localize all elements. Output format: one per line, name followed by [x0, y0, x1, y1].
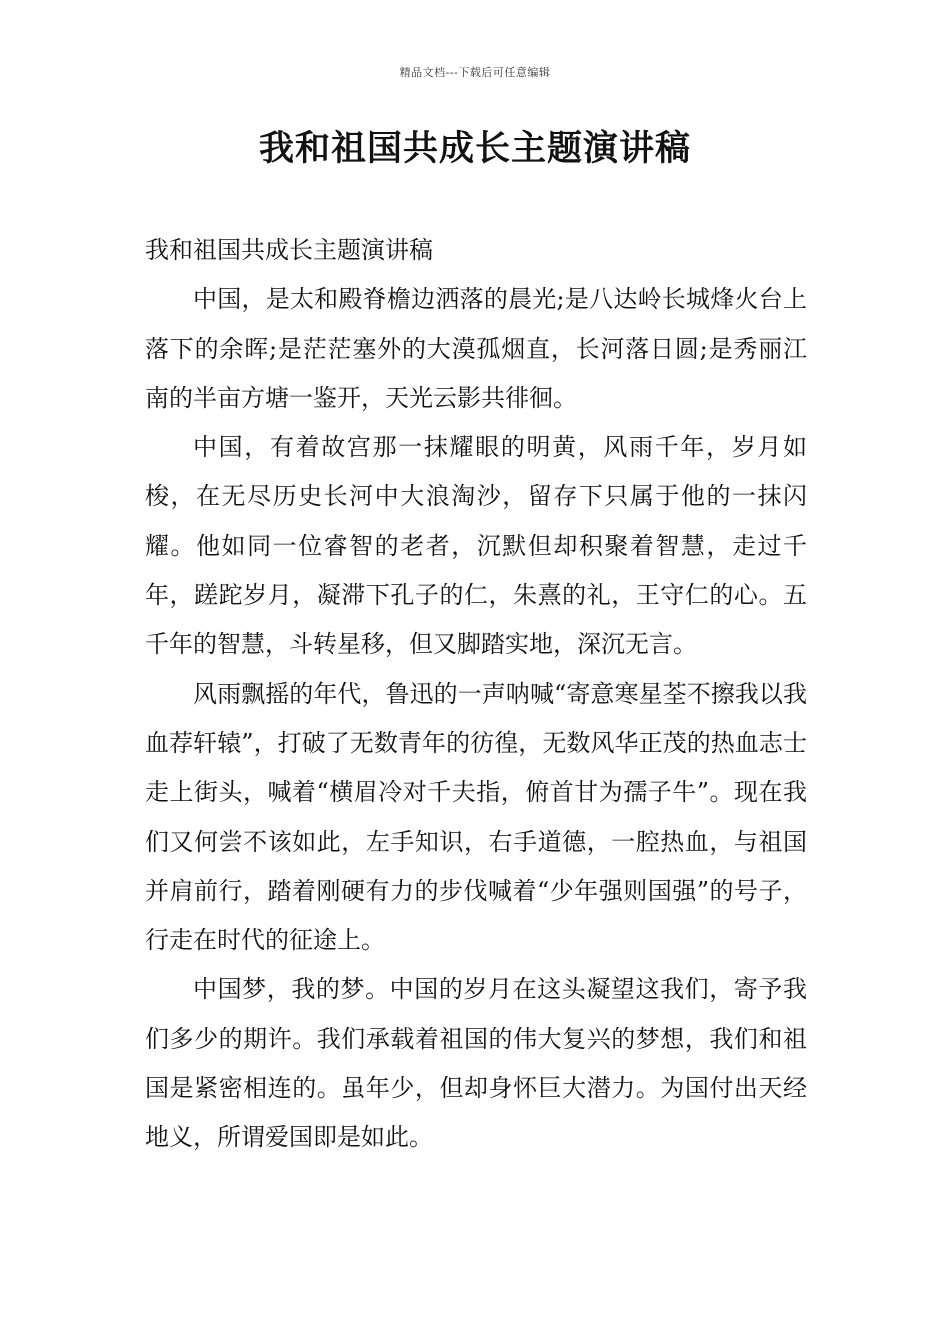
- document-body: [145, 226, 807, 1163]
- paragraph-4: 中国梦，我的梦。中国的岁月在这头凝望这我们，寄予我们多少的期许。我们承载着祖国的伟大复兴的梦想，我们和祖国是紧密相连的。虽年少，但却身怀巨大潜力。为国付出天经地义，所谓爱国即是如此。: [145, 975, 807, 1152]
- paragraph-3: 风雨飘摇的年代，鲁迅的一声呐喊“寄意寒星荃不擦我以我血荐轩辕”，打破了无数青年的彷徨，无数风华正茂的热血志士走上街头，喊着“横眉冷对千夫指，俯首甘为孺子牛”。现在我们又何尝不该如此，左手知识，右手道德，一腔热血，与祖国并肩前行，踏着刚硬有力的步伐喊着“少年强则国强”的号子，行走在时代的征途上。: [145, 679, 807, 955]
- document-subtitle: 我和祖国共成长主题演讲稿: [145, 236, 433, 264]
- paragraph-1: 中国，是太和殿脊檐边洒落的晨光;是八达岭长城烽火台上落下的余晖;是茫茫塞外的大漠孤烟直，长河落日圆;是秀丽江南的半亩方塘一鉴开，天光云影共徘徊。: [145, 285, 807, 412]
- header-note: 精品文档---下载后可任意编辑: [399, 66, 551, 79]
- paragraph-2: 中国，有着故宫那一抹耀眼的明黄，风雨千年，岁月如梭，在无尽历史长河中大浪淘沙，留存下只属于他的一抹闪耀。他如同一位睿智的老者，沉默但却积聚着智慧，走过千年，蹉跎岁月，凝滞下孔子的仁，朱熹的礼，王守仁的心。五千年的智慧，斗转星移，但又脚踏实地，深沉无言。: [145, 433, 807, 659]
- document-title: 我和祖国共成长主题演讲稿: [258, 128, 691, 169]
